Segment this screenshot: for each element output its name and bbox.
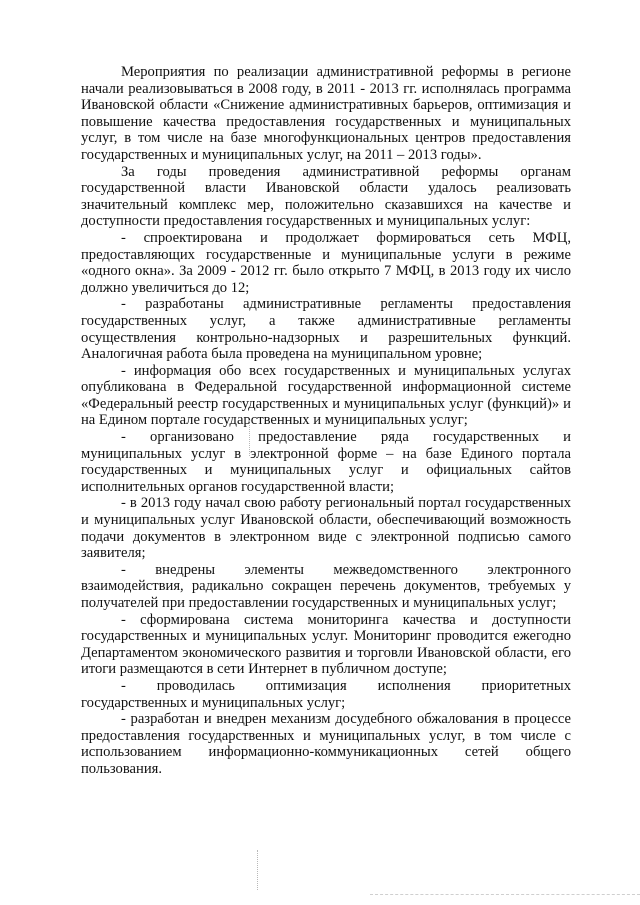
document-body bbox=[81, 64, 571, 778]
bullet-regional-portal: - в 2013 году начал свою работу региональный портал государственных и муниципальных услуг Ивановской области, обеспечивающий возможность подачи документов в электронном виде с электронной подписью самого заявителя; bbox=[81, 495, 571, 562]
paragraph-reform-results: За годы проведения административной реформы органам государственной власти Ивановской области удалось реализовать значительный комплекс мер, положительно сказавшихся на качестве и доступности предоставления государственных и муниципальных услуг: bbox=[81, 163, 571, 230]
bullet-quality-monitoring: - сформирована система мониторинга качества и доступности государственных и муниципальных услуг. Мониторинг проводится ежегодно Департаментом экономического развития и торговли Ивановской области, его итоги размещаются в сети Интернет в публичном доступе; bbox=[81, 611, 571, 678]
scan-artifact-bottom-edge bbox=[370, 888, 640, 895]
bullet-admin-regulations: - разработаны административные регламенты предоставления государственных услуг, а также административные регламенты осуществления контрольно-надзорных и разрешительных функций. Аналогичная работа была проведена на муниципальном уровне; bbox=[81, 296, 571, 363]
scan-artifact-fold-line-lower bbox=[257, 850, 258, 890]
bullet-mfc-network: - спроектирована и продолжает формироваться сеть МФЦ, предоставляющих государственные и муниципальные услуги в режиме «одного окна». За 2009 - 2012 гг. было открыто 7 МФЦ, в 2013 году их число должно увеличиться до 12; bbox=[81, 229, 571, 296]
bullet-federal-registry: - информация обо всех государственных и муниципальных услугах опубликована в Федеральной государственной информационной системе «Федеральный реестр государственных и муниципальных услуг (функций)» и на Едином портале государственных и муниципальных услуг; bbox=[81, 362, 571, 429]
scan-artifact-fold-line bbox=[249, 420, 250, 456]
bullet-service-optimization: - проводилась оптимизация исполнения приоритетных государственных и муниципальных услуг; bbox=[81, 677, 571, 711]
bullet-interagency-interaction: - внедрены элементы межведомственного электронного взаимодействия, радикально сокращен перечень документов, требуемых у получателей при предоставлении государственных и муниципальных услуг; bbox=[81, 561, 571, 611]
bullet-pretrial-appeal: - разработан и внедрен механизм досудебного обжалования в процессе предоставления государственных и муниципальных услуг, в том числе с использованием информационно-коммуникационных сетей общего пользования. bbox=[81, 711, 571, 777]
bullet-electronic-services: - организовано предоставление ряда государственных и муниципальных услуг в электронной форме – на базе Единого портала государственных и муниципальных услуг и официальных сайтов исполнительных органов государственной власти; bbox=[81, 429, 571, 495]
paragraph-reform-intro: Мероприятия по реализации административной реформы в регионе начали реализовываться в 2008 году, в 2011 - 2013 гг. исполнялась программа Ивановской области «Снижение административных барьеров, оптимизация и повышение качества предоставления государственных и муниципальных услуг, в том числе на базе многофункциональных центров предоставления государственных и муниципальных услуг, на 2011 – 2013 годы». bbox=[81, 64, 571, 163]
